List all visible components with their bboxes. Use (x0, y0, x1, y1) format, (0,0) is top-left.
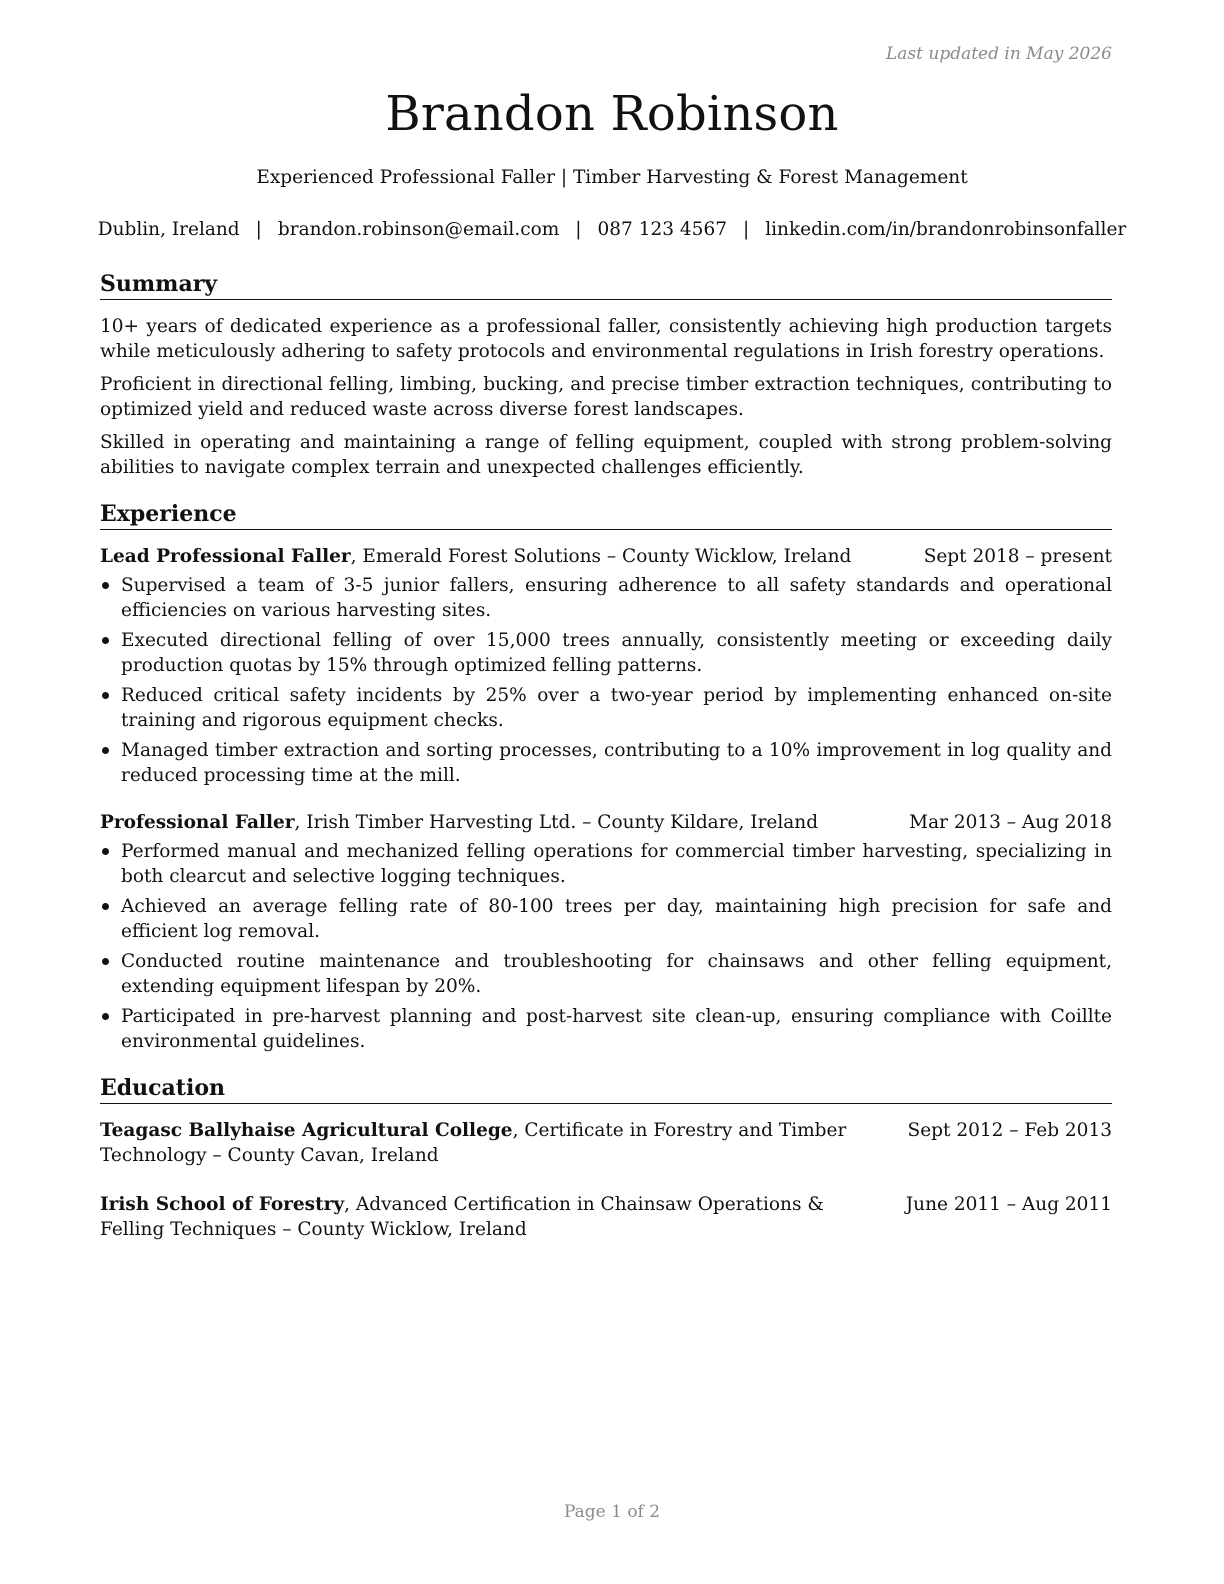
job-entry (100, 810, 1112, 1054)
contact-separator: | (575, 219, 582, 240)
bullet-icon (102, 637, 109, 644)
contact-location: Dublin, Ireland (97, 219, 240, 240)
education-school: Irish School of Forestry (100, 1194, 345, 1215)
education-entry (100, 1118, 1112, 1168)
job-title-line (100, 810, 869, 835)
job-company: , Emerald Forest Solutions – County Wicklow, Ireland (350, 546, 852, 567)
job-bullet-text: Managed timber extraction and sorting processes, contributing to a 10% improvement in log quality and reduced processing time at the mill. (121, 740, 1112, 786)
job-dates: Mar 2013 – Aug 2018 (909, 812, 1112, 833)
bullet-icon (102, 582, 109, 589)
job-entry (100, 544, 1112, 788)
job-bullet (100, 573, 1112, 623)
education-school: Teagasc Ballyhaise Agricultural College (100, 1120, 513, 1141)
job-bullet-text: Executed directional felling of over 15,000 trees annually, consistently meeting or exceeding daily production quotas by 15% through optimized felling patterns. (121, 630, 1112, 676)
job-bullet (100, 683, 1112, 733)
job-company: , Irish Timber Harvesting Ltd. – County Kildare, Ireland (294, 812, 819, 833)
job-bullet-list (100, 573, 1112, 788)
job-bullet-text: Performed manual and mechanized felling operations for commercial timber harvesting, specializing in both clearcut and selective logging techniques. (121, 841, 1112, 887)
job-bullet (100, 949, 1112, 999)
contact-phone[interactable]: 087 123 4567 (597, 219, 727, 240)
summary-paragraph: Proficient in directional felling, limbing, bucking, and precise timber extraction techniques, contributing to optimized yield and reduced waste across diverse forest landscapes. (100, 374, 1112, 420)
summary-paragraph: Skilled in operating and maintaining a range of felling equipment, coupled with strong problem-solving abilities to navigate complex terrain and unexpected challenges efficiently. (100, 432, 1112, 478)
education-dates: June 2011 – Aug 2011 (905, 1194, 1112, 1215)
job-bullet (100, 738, 1112, 788)
job-bullet (100, 1004, 1112, 1054)
summary-paragraph: 10+ years of dedicated experience as a professional faller, consistently achieving high production targets while meticulously adhering to safety protocols and environmental regulations in Irish forestry operations. (100, 316, 1112, 362)
job-bullet-list (100, 839, 1112, 1054)
bullet-icon (102, 692, 109, 699)
bullet-icon (102, 903, 109, 910)
job-role: Professional Faller (100, 812, 295, 833)
section-title-experience: Experience (100, 500, 1112, 530)
education-details: , Certificate in Forestry and Timber Technology – County Cavan, Ireland (100, 1120, 847, 1166)
page-number: Page 1 of 2 (563, 1502, 661, 1522)
contact-email[interactable]: brandon.robinson@email.com (277, 219, 560, 240)
education-dates: Sept 2012 – Feb 2013 (907, 1120, 1112, 1141)
job-bullet-text: Participated in pre-harvest planning and post-harvest site clean-up, ensuring compliance with Coillte environmental guidelines. (121, 1006, 1112, 1052)
job-bullet (100, 894, 1112, 944)
education-details: , Advanced Certification in Chainsaw Operations & Felling Techniques – County Wicklow, Ireland (100, 1194, 824, 1240)
contact-linkedin[interactable]: linkedin.com/in/brandonrobinsonfaller (765, 219, 1127, 240)
candidate-name: Brandon Robinson (385, 86, 839, 142)
job-bullet-text: Conducted routine maintenance and troubleshooting for chainsaws and other felling equipment, extending equipment lifespan by 20%. (121, 951, 1112, 997)
contact-line (0, 219, 1224, 240)
education-title-line (100, 1192, 866, 1242)
contact-separator: | (255, 219, 262, 240)
job-bullet (100, 839, 1112, 889)
bullet-icon (102, 848, 109, 855)
job-bullet-text: Reduced critical safety incidents by 25% over a two-year period by implementing enhanced on-site training and rigorous equipment checks. (121, 685, 1112, 731)
bullet-icon (102, 747, 109, 754)
job-header (100, 810, 1112, 835)
job-bullet-text: Supervised a team of 3-5 junior fallers, ensuring adherence to all safety standards and operational efficiencies on various harvesting sites. (121, 575, 1112, 621)
job-dates: Sept 2018 – present (923, 546, 1112, 567)
summary-section (100, 270, 1112, 480)
bullet-icon (102, 958, 109, 965)
job-role: Lead Professional Faller (100, 546, 351, 567)
bullet-icon (102, 1013, 109, 1020)
education-section (100, 1074, 1112, 1242)
candidate-tagline: Experienced Professional Faller | Timber Harvesting & Forest Management (256, 167, 968, 188)
contact-separator: | (742, 219, 750, 240)
job-title-line (100, 544, 884, 569)
section-title-summary: Summary (100, 270, 1112, 300)
experience-section (100, 500, 1112, 1054)
section-title-education: Education (100, 1074, 1112, 1104)
summary-body (100, 314, 1112, 480)
education-title-line (100, 1118, 868, 1168)
last-updated-note: Last updated in May 2026 (885, 44, 1112, 64)
job-bullet (100, 628, 1112, 678)
job-bullet-text: Achieved an average felling rate of 80-100 trees per day, maintaining high precision for safe and efficient log removal. (121, 896, 1112, 942)
resume-content (100, 270, 1112, 1242)
job-header (100, 544, 1112, 569)
education-entry (100, 1192, 1112, 1242)
